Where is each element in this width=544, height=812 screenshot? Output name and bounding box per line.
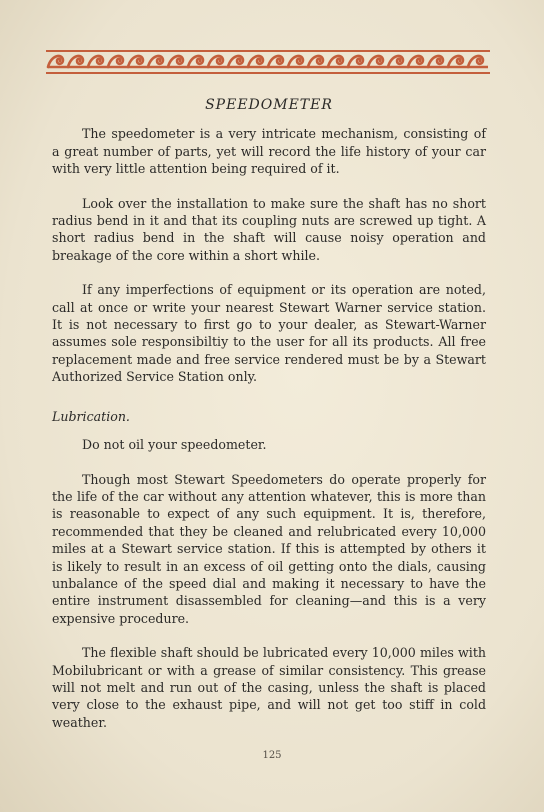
wave-curl (308, 56, 323, 67)
wave-curl (448, 56, 463, 67)
wave-curl (348, 56, 363, 67)
wave-curl (148, 56, 163, 67)
section-title: SPEEDOMETER (205, 97, 333, 113)
wave-curl (88, 56, 103, 67)
wave-curl (288, 56, 303, 67)
wave-curl (128, 56, 143, 67)
wave-curl (168, 56, 183, 67)
wave-curl (368, 56, 383, 67)
wave-curl (268, 56, 283, 67)
wave-curl (48, 56, 63, 67)
page-number: 125 (262, 750, 282, 761)
border-rule-top (46, 50, 490, 52)
wave-curl (68, 56, 83, 67)
wave-curl (108, 56, 123, 67)
wave-curl (228, 56, 243, 67)
wave-motif-row (48, 56, 488, 67)
border-rule-bottom (46, 72, 490, 74)
subsection-heading-lubrication: Lubrication. (52, 408, 130, 424)
paragraph-do-not-oil: Do not oil your speedometer. (82, 437, 267, 453)
wave-curl (468, 56, 483, 67)
paragraph-service: If any imperfections of equipment or its operation are noted, call at once or write your nearest Stewart Warner service station. It is not necessary to first go to your dealer, as Stewart-Warner assumes sole responsibiltiy to the user for all its products. All free replacement made and free service rendered must be by a Stewart Authorized Service Station only. (52, 282, 486, 385)
wave-curl (428, 56, 443, 67)
paragraph-relubrication: Though most Stewart Speedometers do operate properly for the life of the car without any attention whatever, this is more than is reasonable to expect of any such equipment. It is, therefore, recommended that they be cleaned and relubricated every 10,000 miles at a Stewart service station. If this is attempted by others it is likely to result in an excess of oil getting onto the dials, causing unbalance of the speed dial and making it necessary to have the entire instrument disassembled for cleaning—and this is a very expensive procedure. (52, 471, 486, 626)
paragraph-installation: Look over the installation to make sure the shaft has no short radius bend in it and that its coupling nuts are screwed up tight. A short radius bend in the shaft will cause noisy operation and breakage of the core within a short while. (52, 195, 486, 263)
paragraph-flexible-shaft: The flexible shaft should be lubricated every 10,000 miles with Mobilubricant or with a grease of similar consistency. This grease will not melt and run out of the casing, unless the shaft is placed very close to the exhaust pipe, and will not get too stiff in cold weather. (52, 645, 486, 730)
wave-curl (188, 56, 203, 67)
wave-curl (388, 56, 403, 67)
wave-curl (208, 56, 223, 67)
page-content (52, 90, 486, 748)
paragraph-intro: The speedometer is a very intricate mechanism, consisting of a great number of parts, yet will record the life history of your car with very little attention being required of it. (52, 126, 486, 177)
wave-curl (248, 56, 263, 67)
wave-curl (328, 56, 343, 67)
wave-curl (408, 56, 423, 67)
wave-scroll-border (46, 49, 490, 75)
